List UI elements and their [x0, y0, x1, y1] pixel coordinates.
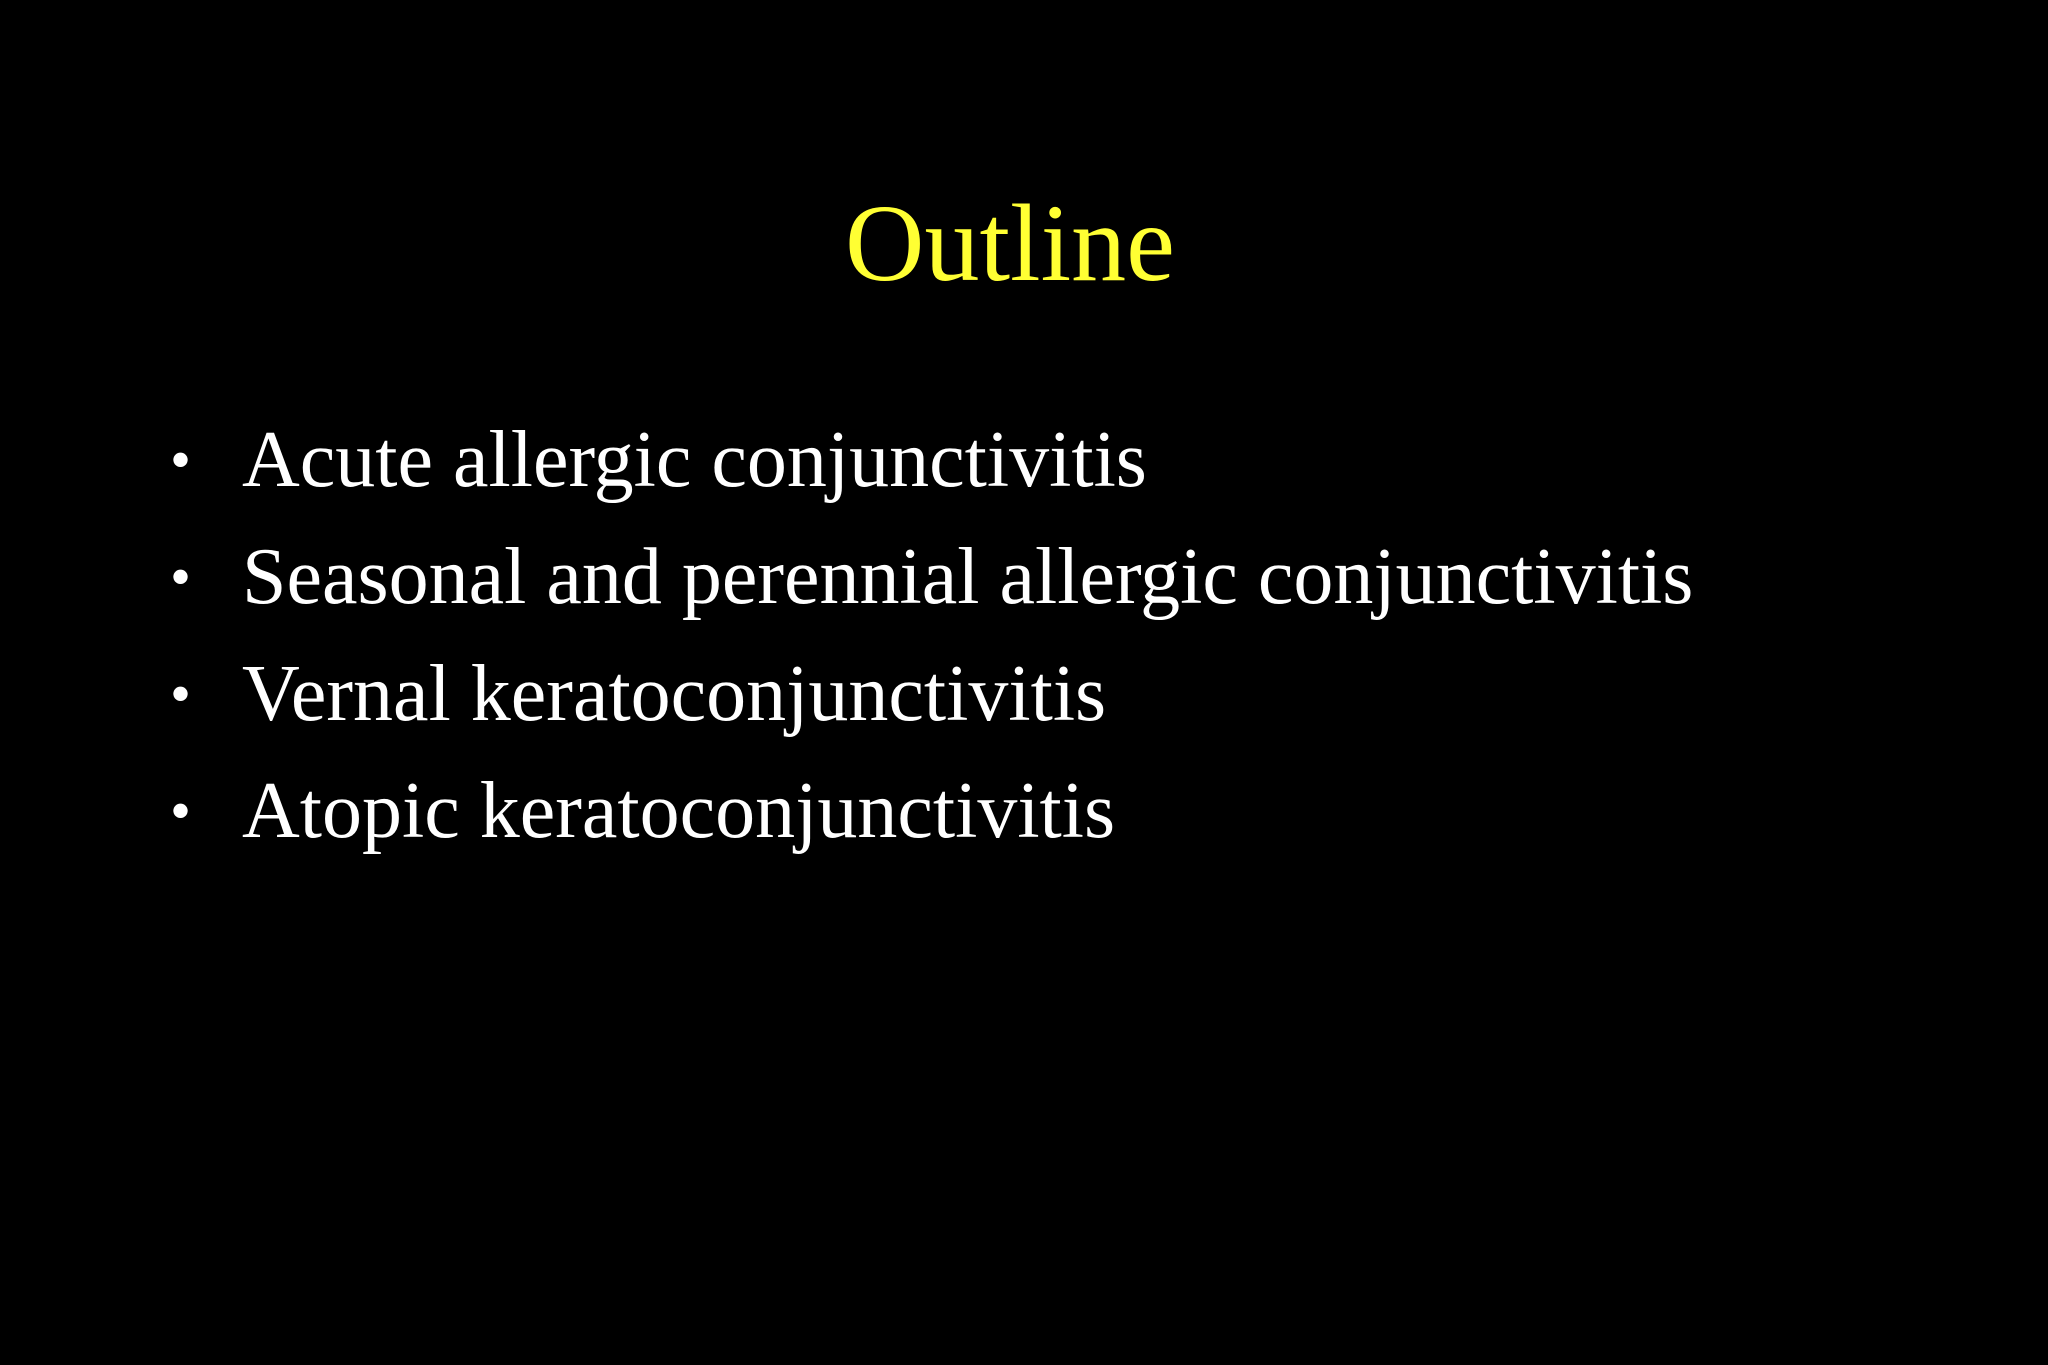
bullet-text: Vernal keratoconjunctivitis	[242, 650, 1107, 738]
bullet-icon: •	[170, 427, 192, 493]
bullet-icon: •	[170, 544, 192, 610]
bullet-text: Seasonal and perennial allergic conjunctivitis	[242, 533, 1694, 621]
bullet-icon: •	[170, 778, 192, 844]
bullet-text: Atopic keratoconjunctivitis	[242, 767, 1116, 855]
bullet-icon: •	[170, 661, 192, 727]
bullet-text: Acute allergic conjunctivitis	[242, 416, 1147, 504]
slide-title: Outline	[845, 182, 1175, 304]
